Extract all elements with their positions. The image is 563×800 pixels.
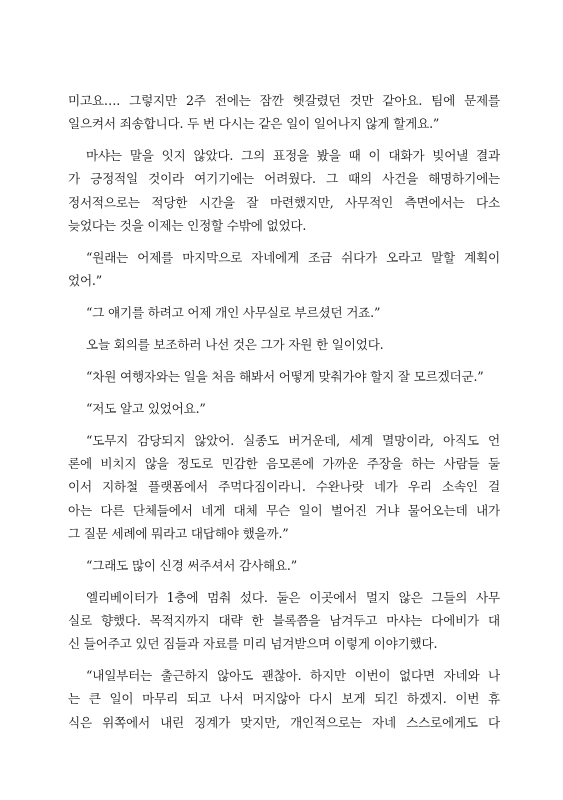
paragraph-1 (68, 89, 500, 135)
paragraph-3 (68, 246, 500, 292)
text-line: 엘리베이터가 1층에 멈춰 섰다. 둘은 이곳에서 멀지 않은 그들의 사무 (86, 589, 500, 605)
text-line: “저도 알고 있었어요.” (86, 401, 206, 417)
paragraph-9 (68, 554, 500, 577)
text-line: 그 질문 세례에 뭐라고 대답해야 했을까.” (68, 525, 289, 541)
text-line: “그래도 많이 신경 써주셔서 감사해요.” (86, 557, 297, 573)
paragraph-8 (68, 429, 500, 545)
text-line: 미고요…. 그렇지만 2주 전에는 잠깐 헷갈렸던 것만 같아요. 팀에 문제를 (68, 93, 500, 108)
paragraph-7 (68, 397, 500, 420)
text-line: “차원 여행자와는 일을 처음 해봐서 어떻게 맞춰가야 할지 잘 모르겠더군.” (86, 369, 484, 385)
paragraph-10 (68, 586, 500, 656)
text-line: 마샤는 말을 잇지 않았다. 그의 표정을 봤을 때 이 대화가 빚어낼 결과 (86, 148, 500, 164)
text-line: 었어.” (68, 273, 102, 289)
paragraph-6 (68, 365, 500, 388)
text-line: 오늘 회의를 보조하러 나선 것은 그가 자원 한 일이었다. (86, 337, 384, 353)
paragraph-11 (68, 664, 500, 734)
text-line: “내일부터는 출근하지 않아도 괜찮아. 하지만 이번이 없다면 자네와 나 (86, 668, 500, 684)
text-line: “그 얘기를 하려고 어제 개인 사무실로 부르셨던 거죠.” (86, 305, 381, 321)
text-line: 식은 위쪽에서 내린 징계가 맞지만, 개인적으로는 자네 스스로에게도 다 (68, 714, 500, 730)
text-line: 는 큰 일이 마무리 되고 나서 머지않아 다시 보게 되긴 하겠지. 이번 휴 (68, 691, 500, 707)
text-line: “도무지 감당되지 않았어. 실종도 버거운데, 세계 멸망이라, 아직도 언 (86, 433, 500, 449)
text-line: 론에 비치지 않을 정도로 민감한 음모론에 가까운 주장을 하는 사람들 둘 (68, 456, 500, 472)
text-line: 일으켜서 죄송합니다. 두 번 다시는 같은 일이 일어나지 않게 할게요.” (68, 116, 440, 132)
paragraph-5 (68, 333, 500, 356)
text-line: 이서 지하철 플랫폼에서 주먹다짐이라니. 수완나랏 네가 우리 소속인 걸 (68, 479, 500, 495)
text-line: 실로 향했다. 목적지까지 대략 한 블록쯤을 남겨두고 마샤는 다에비가 대 (68, 613, 500, 629)
text-line: 늦었다는 것을 이제는 인정할 수밖에 없었다. (68, 217, 307, 233)
paragraph-2 (68, 144, 500, 237)
text-line: 가 긍정적일 것이라 여기기에는 어려웠다. 그 때의 사건을 해명하기에는 (68, 171, 500, 187)
text-line: 아는 다른 단체들에서 네게 대체 무슨 일이 벌어진 거냐 물어오는데 내가 (68, 502, 500, 518)
text-line: 신 들어주고 있던 짐들과 자료를 미리 넘겨받으며 이렇게 이야기했다. (68, 636, 438, 652)
paragraph-4 (68, 301, 500, 324)
text-line: “원래는 어제를 마지막으로 자네에게 조금 쉬다가 오라고 말할 계획이 (86, 249, 500, 265)
text-line: 정서적으로는 적당한 시간을 잘 마련했지만, 사무적인 측면에서는 다소 (68, 194, 500, 210)
document-page (68, 89, 500, 743)
